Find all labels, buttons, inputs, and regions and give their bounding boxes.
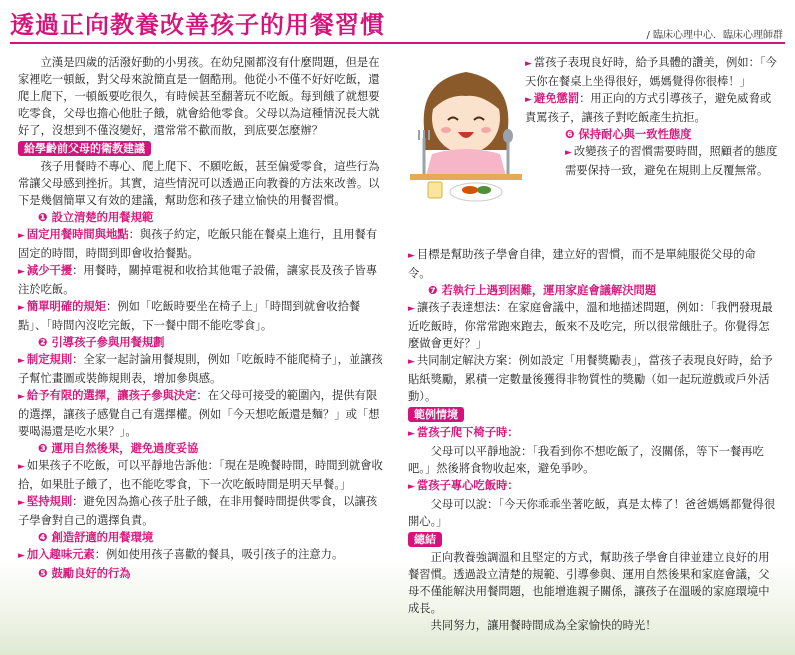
- summary-tag: 總結: [408, 532, 442, 547]
- summary-paragraph: 正向教養強調溫和且堅定的方式，幫助孩子學會自律並建立良好的用餐習慣。透過設立清楚的規範、引導參與、運用自然後果和家庭會議，父母不僅能解決用餐問題，也能增進親子關係，讓孩子在溫暖的家庭環境中成長。: [408, 551, 770, 615]
- section-tag-advice: 給學齡前父母的衛教建議: [18, 141, 151, 156]
- pink-arrow-icon: ►: [18, 231, 25, 241]
- avoid-punishment-item: ► 避免懲罰：用正向的方式引導孩子，避免威脅或責罵孩子，讓孩子對吃飯產生抗拒。: [525, 92, 772, 124]
- pink-arrow-icon: ►: [18, 551, 25, 561]
- page-title: 透過正向教養改善孩子的用餐習慣: [10, 11, 385, 39]
- right-top-block: [525, 54, 780, 179]
- closing-line: 共同努力，讓用餐時間成為全家愉快的時光！: [430, 619, 657, 632]
- case2-text: 父母可以說：「今天你乖乖坐著吃飯，真是太棒了！爸爸媽媽都覺得很開心。」: [408, 498, 776, 528]
- case2-title: ► 當孩子專心吃飯時：: [408, 479, 519, 492]
- left-column: [18, 54, 384, 582]
- pink-arrow-icon: ►: [18, 462, 25, 472]
- tip1-heading: ❶ 設立清楚的用餐規範: [38, 211, 154, 224]
- tip3-item1: ► 如果孩子不吃飯，可以平靜地告訴他：「現在是晚餐時間，時間到就會收拾，如果肚子餓了，也不能吃零食，下一次吃飯時間是明天早餐。」: [18, 459, 383, 491]
- tip5-heading: ❺ 鼓勵良好的行為: [38, 567, 131, 580]
- tip4-heading: ❹ 創造舒適的用餐環境: [38, 531, 154, 544]
- tip1-item3: ► 簡單明確的規矩：例如「吃飯時要坐在椅子上」「時間到就會收拾餐點」、「時間內沒吃完飯，下一餐中間不能吃零食」。: [18, 300, 361, 332]
- pink-arrow-icon: ►: [408, 429, 415, 439]
- pink-arrow-icon: ►: [525, 95, 532, 105]
- tip6-heading: ❻ 保持耐心與一致性態度: [565, 128, 692, 141]
- meeting-item1: ► 讓孩子表達想法：在家庭會議中，溫和地描述問題，例如：「我們發現最近吃飯時，你常常跑來跑去，飯來不及吃完，所以很常餓肚子。你覺得怎麼做會更好？」: [408, 301, 773, 350]
- advice-paragraph: 孩子用餐時不專心、爬上爬下、不願吃飯，甚至偏愛零食，這些行為常讓父母感到挫折。其實，這些情況可以透過正向教養的方法來改善。以下是幾個簡單又有效的建議，幫助您和孩子建立愉快的用餐習慣。: [18, 160, 380, 207]
- praise-item: ► 當孩子表現良好時，給予具體的讚美，例如：「今天你在餐桌上坐得很好，媽媽覺得你很棒！」: [525, 56, 777, 88]
- pink-arrow-icon: ►: [18, 356, 25, 366]
- case1-title: ► 當孩子爬下椅子時：: [408, 426, 519, 439]
- pink-arrow-icon: ►: [408, 357, 415, 367]
- tip4-item1: ► 加入趣味元素：例如使用孩子喜歡的餐具，吸引孩子的注意力。: [18, 548, 344, 561]
- pink-arrow-icon: ►: [18, 303, 25, 313]
- meeting-item2: ► 共同制定解決方案：例如設定「用餐獎勵表」，當孩子表現良好時，給予貼紙獎勵，累積一定數量後獲得非物質性的獎勵（如一起玩遊戲或戶外活動）。: [408, 354, 773, 403]
- tip3-heading: ❸ 運用自然後果，避免過度妥協: [38, 442, 199, 455]
- pink-arrow-icon: ►: [18, 498, 25, 508]
- tip2-item2: ► 給予有限的選擇，讓孩子參與決定：在父母可接受的範圍內，提供有限的選擇，讓孩子感覺自己有選擇權。例如「今天想吃飯還是麵？」或「想要喝湯還是吃水果？」。: [18, 389, 380, 438]
- pink-arrow-icon: ►: [18, 392, 25, 402]
- pink-arrow-icon: ►: [408, 304, 415, 314]
- tip2-heading: ❷ 引導孩子參與用餐規劃: [38, 336, 165, 349]
- tip7-heading: ❼ 若執行上遇到困難，運用家庭會議解決問題: [428, 284, 657, 297]
- pink-arrow-icon: ►: [408, 482, 415, 492]
- consistency-item: ► 改變孩子的習慣需要時間，照顧者的態度需要保持一致，避免在規則上反覆無常。: [565, 145, 778, 177]
- goal-item: ► 目標是幫助孩子學會自律，建立好的習慣，而不是單純服從父母的命令。: [408, 248, 756, 280]
- child-eating-illustration: [410, 50, 522, 215]
- tip1-item1: ► 固定用餐時間與地點：與孩子約定，吃飯只能在餐桌上進行，且用餐有固定的時間，時間到即會收拾餐點。: [18, 228, 378, 260]
- pink-arrow-icon: ►: [18, 267, 25, 277]
- pink-arrow-icon: ►: [408, 251, 415, 261]
- pink-arrow-icon: ►: [525, 59, 532, 69]
- intro-paragraph: 立漢是四歲的活潑好動的小男孩。在幼兒園都沒有什麼問題，但是在家裡吃一頓飯，對父母來說簡直是一個酷刑。他從小不僅不好好吃飯，還爬上爬下，一頓飯要吃很久，有時候甚至翻著玩不吃飯。每到餓了就想要吃零食，父母也擔心他肚子餓，就會給他零食。父母以為這種情況長大就好了，沒想到不僅沒變好，還常常不歡而散，到底要怎麼辦？: [18, 56, 380, 137]
- title-divider: [10, 42, 785, 44]
- tip2-item1: ► 制定規則：全家一起討論用餐規則，例如「吃飯時不能爬椅子」，並讓孩子幫忙畫圖或裝飾規則表，增加參與感。: [18, 353, 383, 385]
- tip1-item2: ► 減少干擾：用餐時，關掉電視和收拾其他電子設備，讓家長及孩子皆專注於吃飯。: [18, 264, 378, 296]
- tip3-item2: ► 堅持規則：避免因為擔心孩子肚子餓，在非用餐時間提供零食，以讓孩子學會對自己的選擇負責。: [18, 495, 378, 527]
- author-line: / 臨床心理中心．臨床心理師群: [646, 30, 783, 41]
- case1-text: 父母可以平靜地說：「我看到你不想吃飯了，沒關係，等下一餐再吃吧。」然後將食物收起來，避免爭吵。: [408, 445, 764, 475]
- right-column: [408, 246, 778, 634]
- pink-arrow-icon: ►: [565, 148, 572, 158]
- example-tag: 範例情境: [408, 407, 464, 422]
